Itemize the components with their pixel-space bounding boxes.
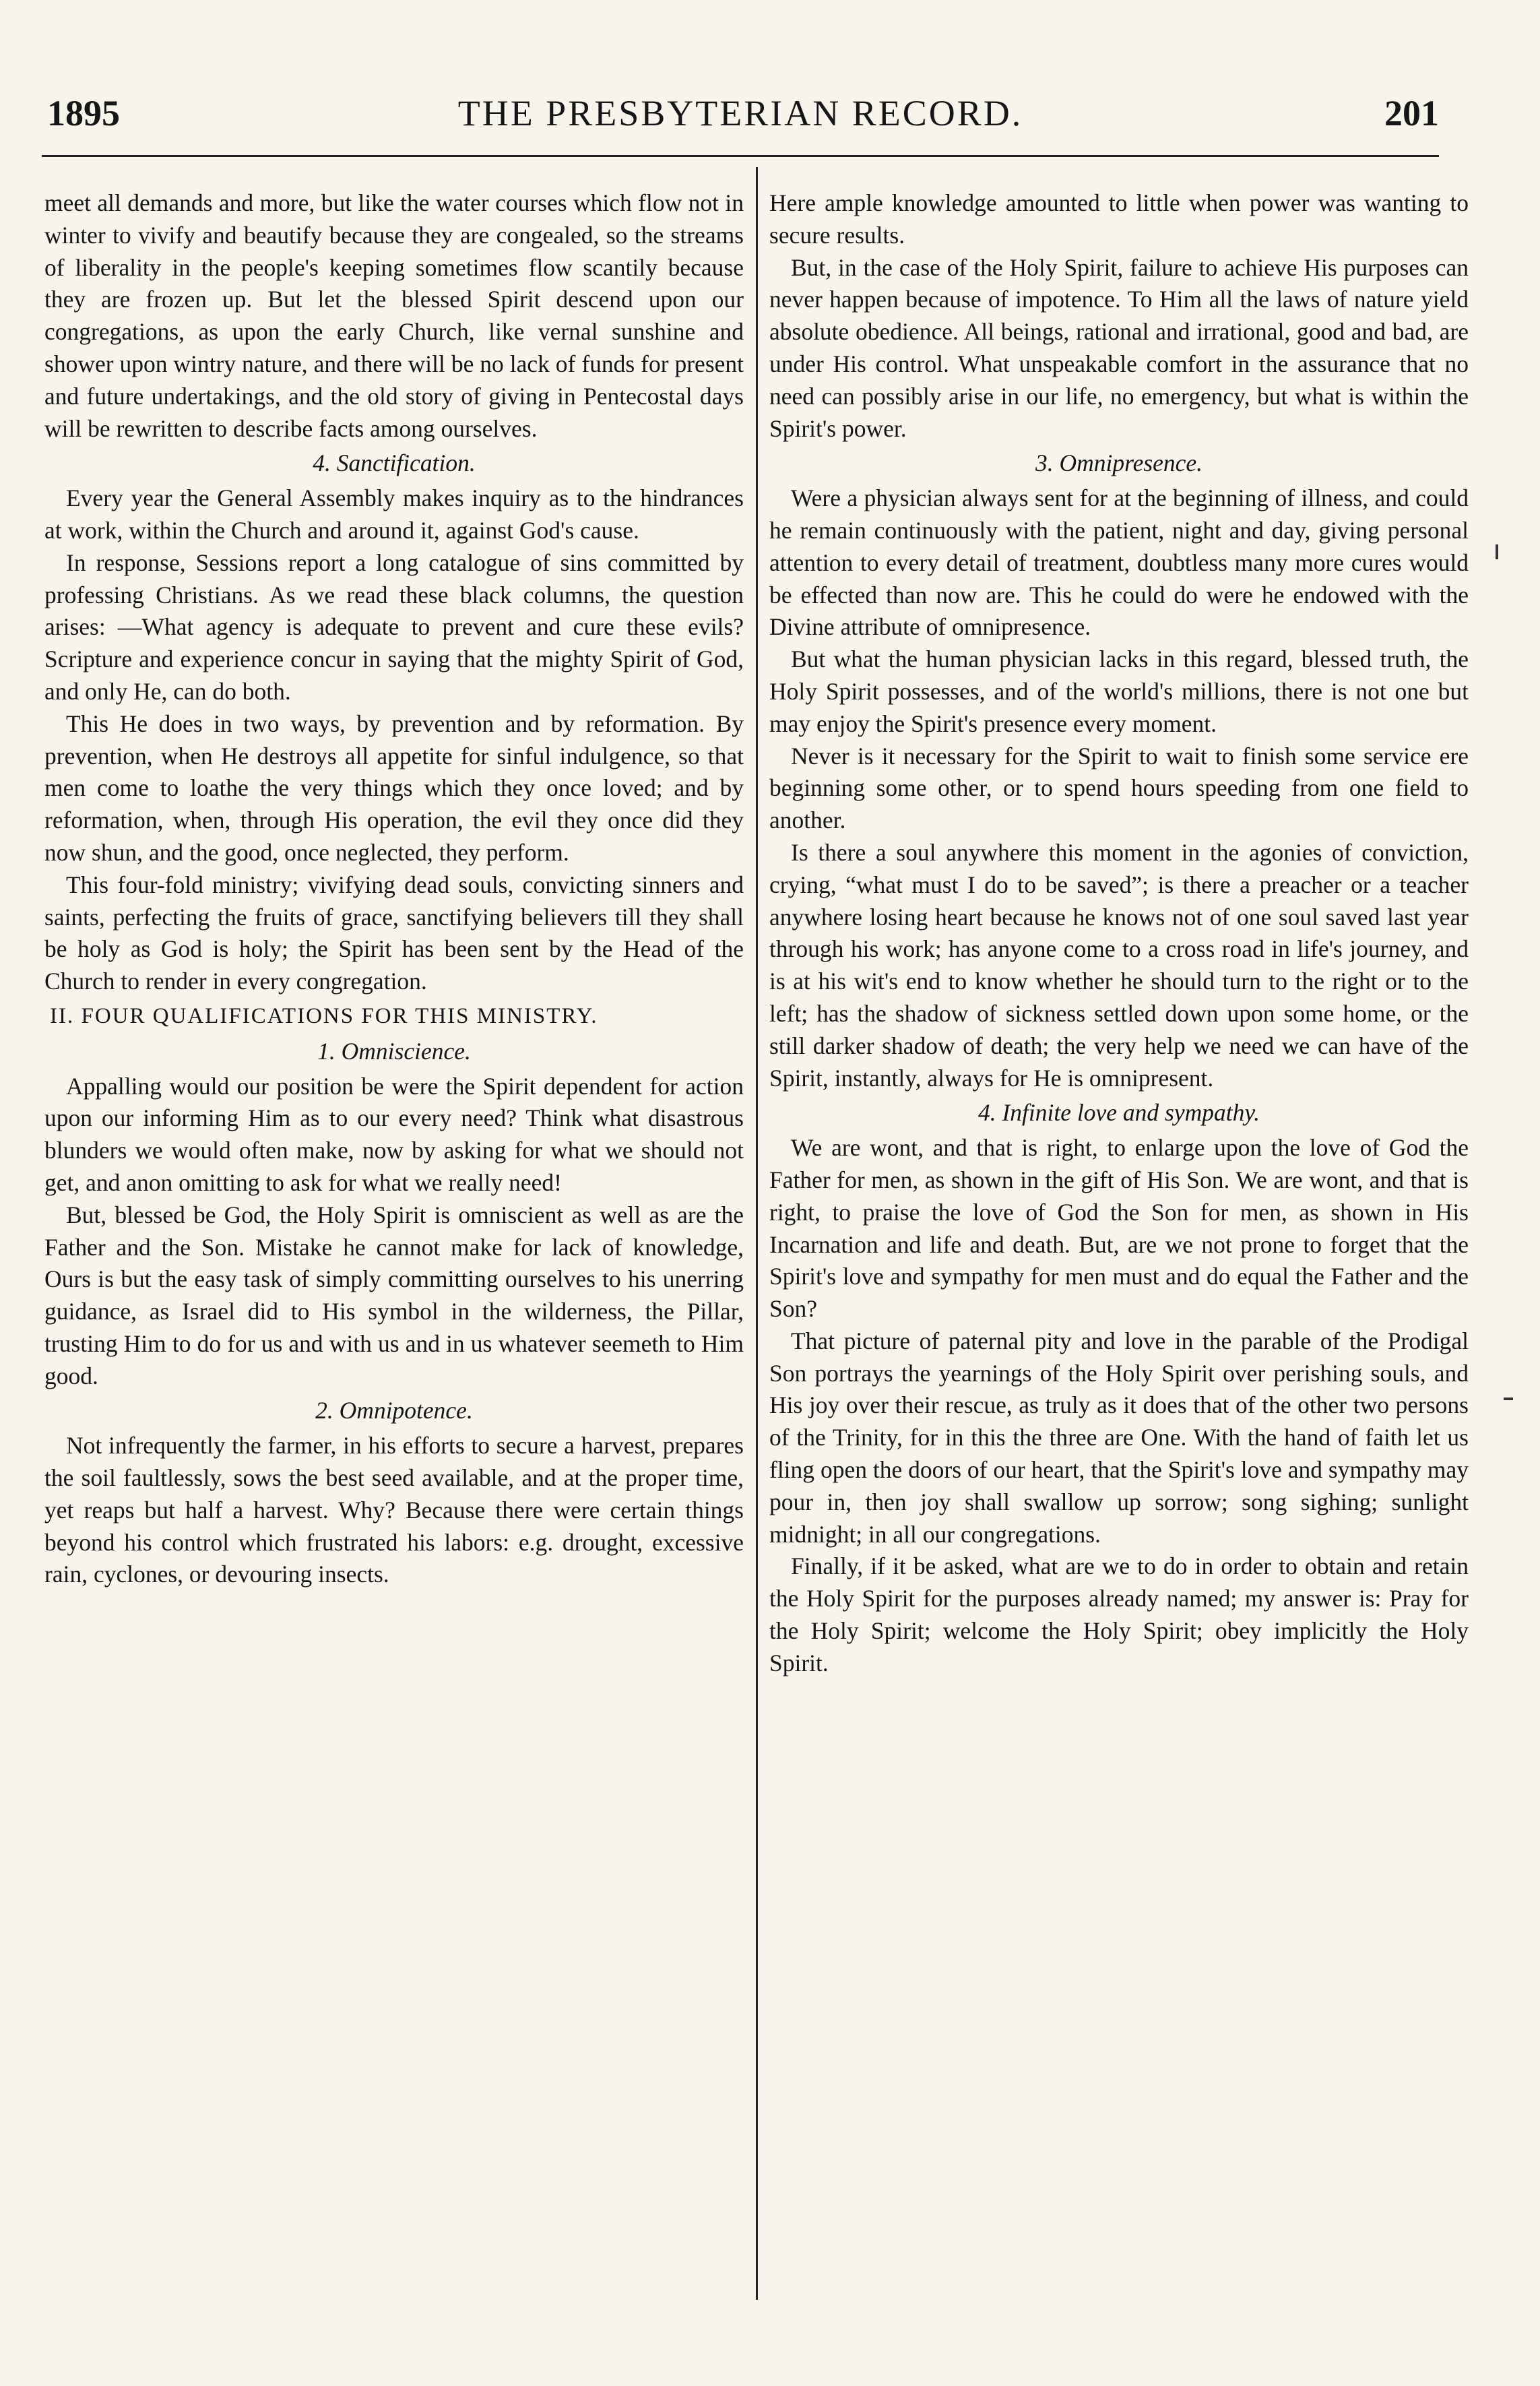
paragraph-final: Finally, if it be asked, what are we to do in order to obtain and retain the Holy Spirit for the purposes already named; my answer is: Pray for the Holy Spirit; welcome the Holy Spirit; obey implicitly the Holy Spirit.: [769, 1552, 1469, 1676]
heading-section-two: II. FOUR QUALIFICATIONS FOR THIS MINISTRY.: [50, 1003, 598, 1028]
column-divider: [756, 167, 758, 2300]
paragraph-omnipresence-3: Never is it necessary for the Spirit to wait to finish some service ere beginning some other, or to spend hours speeding from one field to another.: [769, 742, 1469, 834]
paragraph-sanctification-1: Every year the General Assembly makes inquiry as to the hindrances at work, within the Church and around it, against God's cause.: [44, 484, 744, 544]
paragraph-omnipotence-2: But, in the case of the Holy Spirit, failure to achieve His purposes can never happen because of impotence. To Him all the laws of nature yield absolute obedience. All beings, rational and irrational, good and bad, are under His control. What unspeakable comfort in the assurance that no need can possibly arise in our life, no emergency, but what is within the Spirit's power.: [769, 253, 1469, 442]
paragraph-intro-continued: meet all demands and more, but like the water courses which flow not in winter to vivify and beautify because they are congealed, so the streams of liberality in the people's keeping sometimes flow scantily because they are frozen up. But let the blessed Spirit descend upon our congregations, as upon the early Church, like vernal sunshine and shower upon wintry nature, and there will be no lack of funds for present and future undertakings, and the old story of giving in Pentecostal days will be rewritten to describe facts among ourselves.: [44, 189, 744, 442]
heading-sanctification: 4. Sanctification.: [313, 449, 476, 477]
paragraph-omnipotence-continued: Here ample knowledge amounted to little when power was wanting to secure results.: [769, 189, 1469, 249]
margin-tick-mark: [1496, 544, 1498, 559]
left-column: [44, 187, 744, 1591]
running-header: [42, 86, 1439, 140]
paragraph-sanctification-2: In response, Sessions report a long catalogue of sins committed by professing Christians. As we read these black columns, the question arises: —What agency is adequate to prevent and cure these evils? Scripture and experience concur in saying that the mighty Spirit of God, and only He, can do both.: [44, 548, 744, 705]
paragraph-omnipotence-1: Not infrequently the farmer, in his efforts to secure a harvest, prepares the soil faultlessly, sows the best seed available, and at the proper time, yet reaps but half a harvest. Why? Because there were certain things beyond his control which frustrated his labors: e.g. drought, excessive rain, cyclones, or devouring insects.: [44, 1432, 744, 1588]
paragraph-omniscience-1: Appalling would our position be were the Spirit dependent for action upon our informing Him as to our every need? Think what disastrous blunders we would often make, now by asking for what we should not get, and anon omitting to ask for what we really need!: [44, 1072, 744, 1196]
paragraph-omnipresence-2: But what the human physician lacks in this regard, blessed truth, the Holy Spirit possesses, and of the world's millions, there is not one but may enjoy the Spirit's presence every moment.: [769, 646, 1469, 737]
header-year: 1895: [47, 93, 120, 133]
paragraph-omniscience-2: But, blessed be God, the Holy Spirit is omniscient as well as are the Father and the Son. Mistake he cannot make for lack of knowledge, Ours is but the easy task of simply committing ourselves to his unerring guidance, as Israel did to His symbol in the wilderness, the Pillar, trusting Him to do for us and with us and in us whatever seemeth to Him good.: [44, 1201, 744, 1389]
header-rule: [42, 155, 1439, 157]
paragraph-omnipresence-4: Is there a soul anywhere this moment in the agonies of conviction, crying, “what must I do to be saved”; is there a preacher or a teacher anywhere losing heart because he knows not of one soul saved last year through his work; has anyone come to a cross road in life's journey, and is at his wit's end to know whether he should turn to the right or to the left; has the shadow of sickness settled down upon some home, or the still darker shadow of death; the very help we need we can have of the Spirit, instantly, always for He is omnipresent.: [769, 838, 1469, 1092]
heading-infinite-love: 4. Infinite love and sympathy.: [977, 1099, 1260, 1127]
paragraph-love-1: We are wont, and that is right, to enlarge upon the love of God the Father for men, as shown in the gift of His Son. We are wont, and that is right, to praise the love of God the Son for men, as shown in His Incarnation and life and death. But, are we not prone to forget that the Spirit's love and sympathy for men must and do equal the Father and the Son?: [769, 1134, 1469, 1323]
heading-omniscience: 1. Omniscience.: [317, 1037, 471, 1065]
heading-omnipotence: 2. Omnipotence.: [315, 1397, 473, 1424]
paragraph-omnipresence-1: Were a physician always sent for at the beginning of illness, and could he remain continuously with the patient, night and day, giving personal attention to every detail of treatment, doubtless many more cures would be effected than now are. This he could do were he endowed with the Divine attribute of omnipresence.: [769, 484, 1469, 641]
paragraph-love-2: That picture of paternal pity and love in the parable of the Prodigal Son portrays the yearnings of the Holy Spirit over perishing souls, and His joy over their rescue, as truly as it does that of the other two persons of the Trinity, for in this the three are One. With the hand of faith let us fling open the doors of our heart, that the Spirit's love and sympathy may pour in, then joy shall swallow up sorrow; song sighing; sunlight midnight; in all our congregations.: [769, 1327, 1469, 1548]
header-page-number: 201: [1384, 93, 1439, 133]
paragraph-sanctification-3: This He does in two ways, by prevention and by reformation. By prevention, when He destroys all appetite for sinful indulgence, so that men come to loathe the very things which they once loved; and by reformation, when, through His operation, the evil they once did they now shun, and the good, once neglected, they perform.: [44, 710, 744, 866]
margin-dash-mark: [1504, 1398, 1513, 1400]
paragraph-sanctification-4: This four-fold ministry; vivifying dead souls, convicting sinners and saints, perfecting the fruits of grace, sanctifying believers till they shall be holy as God is holy; the Spirit has been sent by the Head of the Church to render in every congregation.: [44, 871, 744, 995]
right-column: [769, 187, 1469, 1680]
heading-omnipresence: 3. Omnipresence.: [1035, 449, 1203, 477]
header-title: THE PRESBYTERIAN RECORD.: [457, 93, 1023, 133]
